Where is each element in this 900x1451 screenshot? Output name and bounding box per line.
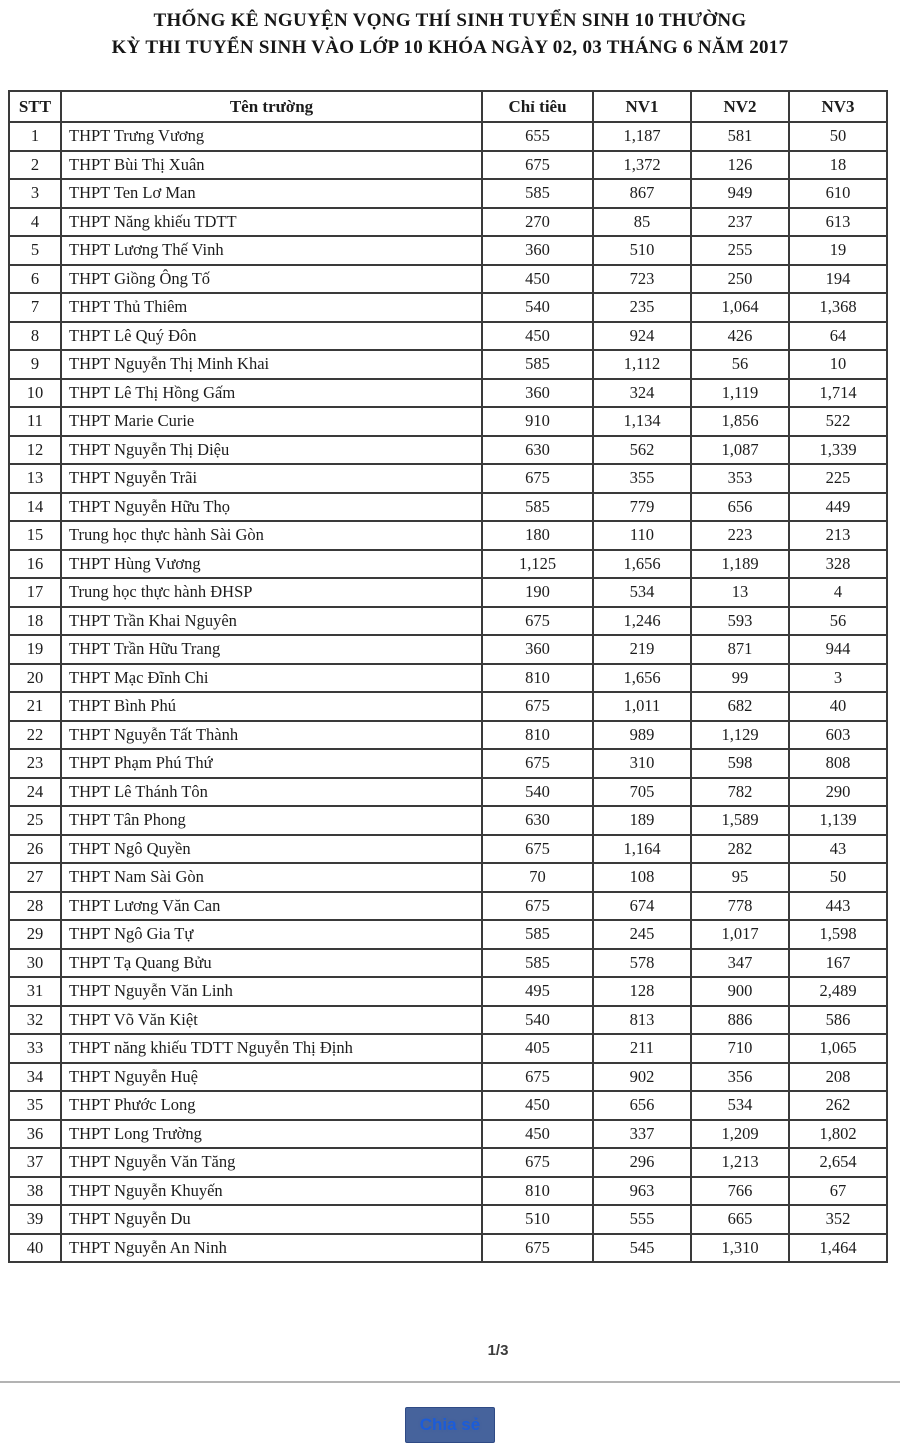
table-cell: 235 — [593, 293, 691, 322]
table-cell: 450 — [482, 1091, 593, 1120]
table-cell: 11 — [9, 407, 61, 436]
table-cell: 581 — [691, 122, 789, 151]
table-cell: THPT Tân Phong — [61, 806, 482, 835]
table-cell: 19 — [789, 236, 887, 265]
table-cell: 540 — [482, 1006, 593, 1035]
table-cell: 126 — [691, 151, 789, 180]
table-cell: 426 — [691, 322, 789, 351]
table-cell: 1,246 — [593, 607, 691, 636]
table-cell: 360 — [482, 635, 593, 664]
table-cell: 56 — [789, 607, 887, 636]
table-cell: 43 — [789, 835, 887, 864]
header-cell: STT — [9, 91, 61, 122]
table-cell: 1,065 — [789, 1034, 887, 1063]
table-cell: THPT Lương Thế Vinh — [61, 236, 482, 265]
table-cell: 189 — [593, 806, 691, 835]
table-row — [9, 1006, 887, 1035]
table-cell: 910 — [482, 407, 593, 436]
table-cell: 356 — [691, 1063, 789, 1092]
table-cell: 16 — [9, 550, 61, 579]
table-cell: 630 — [482, 436, 593, 465]
table-cell: 1,125 — [482, 550, 593, 579]
table-row — [9, 806, 887, 835]
table-cell: 1,112 — [593, 350, 691, 379]
table-cell: 29 — [9, 920, 61, 949]
table-cell: 675 — [482, 749, 593, 778]
table-cell: 675 — [482, 151, 593, 180]
table-cell: 38 — [9, 1177, 61, 1206]
table-row — [9, 379, 887, 408]
table-row — [9, 920, 887, 949]
table-cell: 598 — [691, 749, 789, 778]
table-cell: 255 — [691, 236, 789, 265]
table-cell: 675 — [482, 692, 593, 721]
table-cell: THPT Ngô Quyền — [61, 835, 482, 864]
table-cell: 534 — [691, 1091, 789, 1120]
table-cell: 10 — [9, 379, 61, 408]
table-cell: Trung học thực hành ĐHSP — [61, 578, 482, 607]
header-cell: NV2 — [691, 91, 789, 122]
table-cell: 225 — [789, 464, 887, 493]
statistics-table — [8, 90, 888, 1263]
table-cell: THPT năng khiếu TDTT Nguyễn Thị Định — [61, 1034, 482, 1063]
table-cell: 675 — [482, 607, 593, 636]
table-cell: 190 — [482, 578, 593, 607]
table-cell: 808 — [789, 749, 887, 778]
table-cell: THPT Phạm Phú Thứ — [61, 749, 482, 778]
table-cell: 211 — [593, 1034, 691, 1063]
table-cell: 443 — [789, 892, 887, 921]
table-cell: 1,209 — [691, 1120, 789, 1149]
table-cell: 655 — [482, 122, 593, 151]
table-cell: THPT Nam Sài Gòn — [61, 863, 482, 892]
table-cell: 450 — [482, 322, 593, 351]
table-cell: THPT Trần Khai Nguyên — [61, 607, 482, 636]
table-cell: 33 — [9, 1034, 61, 1063]
page-indicator: 1/3 — [487, 1342, 509, 1359]
table-cell: THPT Nguyễn Thị Minh Khai — [61, 350, 482, 379]
table-cell: 613 — [789, 208, 887, 237]
table-cell: 355 — [593, 464, 691, 493]
table-cell: 944 — [789, 635, 887, 664]
table-cell: 9 — [9, 350, 61, 379]
table-cell: THPT Nguyễn Hữu Thọ — [61, 493, 482, 522]
table-cell: 64 — [789, 322, 887, 351]
table-cell: 2,654 — [789, 1148, 887, 1177]
table-cell: 213 — [789, 521, 887, 550]
table-cell: THPT Ngô Gia Tự — [61, 920, 482, 949]
table-row — [9, 322, 887, 351]
table-cell: 237 — [691, 208, 789, 237]
table-cell: 50 — [789, 122, 887, 151]
table-row — [9, 977, 887, 1006]
table-row — [9, 1177, 887, 1206]
table-cell: 10 — [789, 350, 887, 379]
table-row — [9, 664, 887, 693]
table-cell: 585 — [482, 179, 593, 208]
table-cell: 1,656 — [593, 550, 691, 579]
table-cell: 989 — [593, 721, 691, 750]
table-row — [9, 1148, 887, 1177]
table-row — [9, 892, 887, 921]
table-row — [9, 721, 887, 750]
table-cell: 778 — [691, 892, 789, 921]
table-cell: 15 — [9, 521, 61, 550]
table-cell: THPT Bình Phú — [61, 692, 482, 721]
table-row — [9, 208, 887, 237]
table-row — [9, 1091, 887, 1120]
table-cell: 1,119 — [691, 379, 789, 408]
table-row — [9, 407, 887, 436]
table-cell: 665 — [691, 1205, 789, 1234]
table-cell: THPT Nguyễn Trãi — [61, 464, 482, 493]
table-cell: 585 — [482, 350, 593, 379]
table-cell: THPT Nguyễn Tất Thành — [61, 721, 482, 750]
table-cell: 180 — [482, 521, 593, 550]
table-cell: 1,464 — [789, 1234, 887, 1263]
table-cell: 360 — [482, 236, 593, 265]
table-cell: 674 — [593, 892, 691, 921]
share-button[interactable]: Chia sẻ — [405, 1407, 495, 1443]
table-cell: THPT Nguyễn Văn Linh — [61, 977, 482, 1006]
table-cell: 347 — [691, 949, 789, 978]
table-cell: 56 — [691, 350, 789, 379]
table-cell: THPT Lê Thánh Tôn — [61, 778, 482, 807]
table-cell: 1,129 — [691, 721, 789, 750]
table-cell: 250 — [691, 265, 789, 294]
table-row — [9, 1205, 887, 1234]
table-cell: 37 — [9, 1148, 61, 1177]
table-cell: THPT Ten Lơ Man — [61, 179, 482, 208]
table-cell: THPT Long Trường — [61, 1120, 482, 1149]
table-cell: 610 — [789, 179, 887, 208]
table-cell: 108 — [593, 863, 691, 892]
table-cell: 585 — [482, 949, 593, 978]
table-cell: Trung học thực hành Sài Gòn — [61, 521, 482, 550]
table-cell: 20 — [9, 664, 61, 693]
table-row — [9, 578, 887, 607]
table-cell: 26 — [9, 835, 61, 864]
table-cell: 282 — [691, 835, 789, 864]
table-cell: 630 — [482, 806, 593, 835]
table-cell: 1,017 — [691, 920, 789, 949]
table-cell: 810 — [482, 1177, 593, 1206]
table-cell: 924 — [593, 322, 691, 351]
table-cell: 1,714 — [789, 379, 887, 408]
table-cell: 603 — [789, 721, 887, 750]
table-cell: 13 — [9, 464, 61, 493]
table-cell: 85 — [593, 208, 691, 237]
table-cell: 22 — [9, 721, 61, 750]
table-cell: 1,164 — [593, 835, 691, 864]
table-cell: 682 — [691, 692, 789, 721]
table-row — [9, 635, 887, 664]
table-cell: THPT Thủ Thiêm — [61, 293, 482, 322]
table-row — [9, 293, 887, 322]
table-cell: 18 — [9, 607, 61, 636]
table-cell: 353 — [691, 464, 789, 493]
table-row — [9, 1120, 887, 1149]
header-cell: Tên trường — [61, 91, 482, 122]
table-cell: 710 — [691, 1034, 789, 1063]
table-cell: THPT Tạ Quang Bửu — [61, 949, 482, 978]
table-cell: THPT Trưng Vương — [61, 122, 482, 151]
header-row — [9, 91, 887, 122]
table-cell: 593 — [691, 607, 789, 636]
table-cell: 67 — [789, 1177, 887, 1206]
table-cell: 128 — [593, 977, 691, 1006]
document-title — [0, 0, 900, 61]
table-cell: 495 — [482, 977, 593, 1006]
table-cell: 223 — [691, 521, 789, 550]
table-cell: THPT Lê Thị Hồng Gấm — [61, 379, 482, 408]
table-cell: 32 — [9, 1006, 61, 1035]
table-row — [9, 749, 887, 778]
table-cell: 1,368 — [789, 293, 887, 322]
table-cell: 262 — [789, 1091, 887, 1120]
table-row — [9, 265, 887, 294]
table-row — [9, 350, 887, 379]
table-cell: 14 — [9, 493, 61, 522]
table-cell: 25 — [9, 806, 61, 835]
table-cell: 540 — [482, 293, 593, 322]
table-cell: 723 — [593, 265, 691, 294]
table-cell: 36 — [9, 1120, 61, 1149]
table-cell: 675 — [482, 892, 593, 921]
table-cell: 1,189 — [691, 550, 789, 579]
table-cell: 2 — [9, 151, 61, 180]
table-cell: 1,187 — [593, 122, 691, 151]
table-cell: THPT Giồng Ông Tố — [61, 265, 482, 294]
table-cell: 1,598 — [789, 920, 887, 949]
table-cell: 328 — [789, 550, 887, 579]
table-cell: 310 — [593, 749, 691, 778]
table-cell: THPT Nguyễn Thị Diệu — [61, 436, 482, 465]
table-cell: THPT Mạc Đĩnh Chi — [61, 664, 482, 693]
table-cell: 779 — [593, 493, 691, 522]
table-cell: 450 — [482, 1120, 593, 1149]
table-cell: 675 — [482, 1234, 593, 1263]
table-cell: 95 — [691, 863, 789, 892]
divider — [0, 1381, 900, 1383]
table-cell: 766 — [691, 1177, 789, 1206]
table-row — [9, 550, 887, 579]
table-cell: 1,139 — [789, 806, 887, 835]
table-cell: 208 — [789, 1063, 887, 1092]
table-cell: 562 — [593, 436, 691, 465]
table-cell: 1,213 — [691, 1148, 789, 1177]
table-body — [9, 122, 887, 1262]
table-cell: 675 — [482, 1148, 593, 1177]
table-row — [9, 436, 887, 465]
table-cell: 40 — [9, 1234, 61, 1263]
table-cell: 35 — [9, 1091, 61, 1120]
table-row — [9, 521, 887, 550]
table-cell: 19 — [9, 635, 61, 664]
table-row — [9, 464, 887, 493]
table-row — [9, 1063, 887, 1092]
table-cell: 27 — [9, 863, 61, 892]
table-cell: 871 — [691, 635, 789, 664]
table-cell: 813 — [593, 1006, 691, 1035]
table-cell: 405 — [482, 1034, 593, 1063]
table-cell: 17 — [9, 578, 61, 607]
table-row — [9, 151, 887, 180]
table-cell: 7 — [9, 293, 61, 322]
table-row — [9, 692, 887, 721]
table-cell: 13 — [691, 578, 789, 607]
table-cell: 675 — [482, 464, 593, 493]
table-cell: 1,589 — [691, 806, 789, 835]
table-cell: 949 — [691, 179, 789, 208]
header-cell: Chỉ tiêu — [482, 91, 593, 122]
table-cell: 1,011 — [593, 692, 691, 721]
table-cell: 23 — [9, 749, 61, 778]
table-cell: THPT Lê Quý Đôn — [61, 322, 482, 351]
table-cell: 31 — [9, 977, 61, 1006]
table-cell: 534 — [593, 578, 691, 607]
table-cell: 1,064 — [691, 293, 789, 322]
table-cell: 449 — [789, 493, 887, 522]
table-cell: 656 — [691, 493, 789, 522]
table-row — [9, 835, 887, 864]
table-row — [9, 122, 887, 151]
header-cell: NV3 — [789, 91, 887, 122]
table-cell: 705 — [593, 778, 691, 807]
table-cell: 28 — [9, 892, 61, 921]
table-cell: THPT Nguyễn Khuyến — [61, 1177, 482, 1206]
table-cell: 6 — [9, 265, 61, 294]
table-row — [9, 863, 887, 892]
table-cell: 4 — [789, 578, 887, 607]
table-row — [9, 949, 887, 978]
table-cell: THPT Lương Văn Can — [61, 892, 482, 921]
table-cell: 3 — [789, 664, 887, 693]
table-cell: 675 — [482, 1063, 593, 1092]
title-line-1: THỐNG KÊ NGUYỆN VỌNG THÍ SINH TUYỂN SINH 10 THƯỜNG — [153, 10, 747, 31]
table-row — [9, 493, 887, 522]
table-cell: THPT Trần Hữu Trang — [61, 635, 482, 664]
table-cell: 963 — [593, 1177, 691, 1206]
table-cell: 324 — [593, 379, 691, 408]
table-cell: 578 — [593, 949, 691, 978]
table-cell: 1,339 — [789, 436, 887, 465]
table-cell: 2,489 — [789, 977, 887, 1006]
table-cell: 585 — [482, 920, 593, 949]
table-cell: 337 — [593, 1120, 691, 1149]
table-cell: 70 — [482, 863, 593, 892]
table-cell: 360 — [482, 379, 593, 408]
table-cell: 1,802 — [789, 1120, 887, 1149]
table-row — [9, 179, 887, 208]
table-cell: 30 — [9, 949, 61, 978]
table-cell: 656 — [593, 1091, 691, 1120]
table-cell: 1,134 — [593, 407, 691, 436]
table-cell: 782 — [691, 778, 789, 807]
table-cell: 50 — [789, 863, 887, 892]
table-cell: 1,087 — [691, 436, 789, 465]
table-cell: 99 — [691, 664, 789, 693]
table-header — [9, 91, 887, 122]
table-cell: 24 — [9, 778, 61, 807]
table-cell: 296 — [593, 1148, 691, 1177]
table-cell: THPT Nguyễn Văn Tăng — [61, 1148, 482, 1177]
table-cell: 245 — [593, 920, 691, 949]
table-cell: 810 — [482, 664, 593, 693]
table-cell: 1,856 — [691, 407, 789, 436]
table-cell: 1,656 — [593, 664, 691, 693]
table-row — [9, 1034, 887, 1063]
table-cell: 21 — [9, 692, 61, 721]
table-row — [9, 607, 887, 636]
table-cell: 450 — [482, 265, 593, 294]
table-cell: 12 — [9, 436, 61, 465]
table-cell: 5 — [9, 236, 61, 265]
table-cell: 902 — [593, 1063, 691, 1092]
table-cell: 1,372 — [593, 151, 691, 180]
table-cell: 4 — [9, 208, 61, 237]
table-cell: THPT Hùng Vương — [61, 550, 482, 579]
table-cell: 810 — [482, 721, 593, 750]
table-cell: 510 — [482, 1205, 593, 1234]
table-cell: 522 — [789, 407, 887, 436]
table-cell: 110 — [593, 521, 691, 550]
table-cell: 545 — [593, 1234, 691, 1263]
table-cell: THPT Phước Long — [61, 1091, 482, 1120]
table-cell: 540 — [482, 778, 593, 807]
header-cell: NV1 — [593, 91, 691, 122]
table-cell: THPT Nguyễn An Ninh — [61, 1234, 482, 1263]
table-cell: 586 — [789, 1006, 887, 1035]
table-cell: 867 — [593, 179, 691, 208]
table-cell: 290 — [789, 778, 887, 807]
table-cell: 167 — [789, 949, 887, 978]
title-line-2: KỲ THI TUYỂN SINH VÀO LỚP 10 KHÓA NGÀY 02, 03 THÁNG 6 NĂM 2017 — [111, 37, 789, 58]
table-cell: THPT Nguyễn Huệ — [61, 1063, 482, 1092]
table-cell: 1 — [9, 122, 61, 151]
table-cell: 352 — [789, 1205, 887, 1234]
table-cell: THPT Võ Văn Kiệt — [61, 1006, 482, 1035]
table-cell: 555 — [593, 1205, 691, 1234]
table-cell: 585 — [482, 493, 593, 522]
table-cell: 510 — [593, 236, 691, 265]
table-cell: 270 — [482, 208, 593, 237]
table-row — [9, 778, 887, 807]
table-cell: 1,310 — [691, 1234, 789, 1263]
table-cell: 886 — [691, 1006, 789, 1035]
table-row — [9, 236, 887, 265]
table-cell: 194 — [789, 265, 887, 294]
table-cell: 219 — [593, 635, 691, 664]
table-cell: 40 — [789, 692, 887, 721]
table-cell: 3 — [9, 179, 61, 208]
table-cell: 900 — [691, 977, 789, 1006]
table-cell: THPT Nguyễn Du — [61, 1205, 482, 1234]
table-cell: THPT Marie Curie — [61, 407, 482, 436]
table-cell: THPT Bùi Thị Xuân — [61, 151, 482, 180]
table-cell: 675 — [482, 835, 593, 864]
table-cell: 39 — [9, 1205, 61, 1234]
table-row — [9, 1234, 887, 1263]
table-cell: 18 — [789, 151, 887, 180]
table-cell: 34 — [9, 1063, 61, 1092]
table-cell: 8 — [9, 322, 61, 351]
table-cell: THPT Năng khiếu TDTT — [61, 208, 482, 237]
